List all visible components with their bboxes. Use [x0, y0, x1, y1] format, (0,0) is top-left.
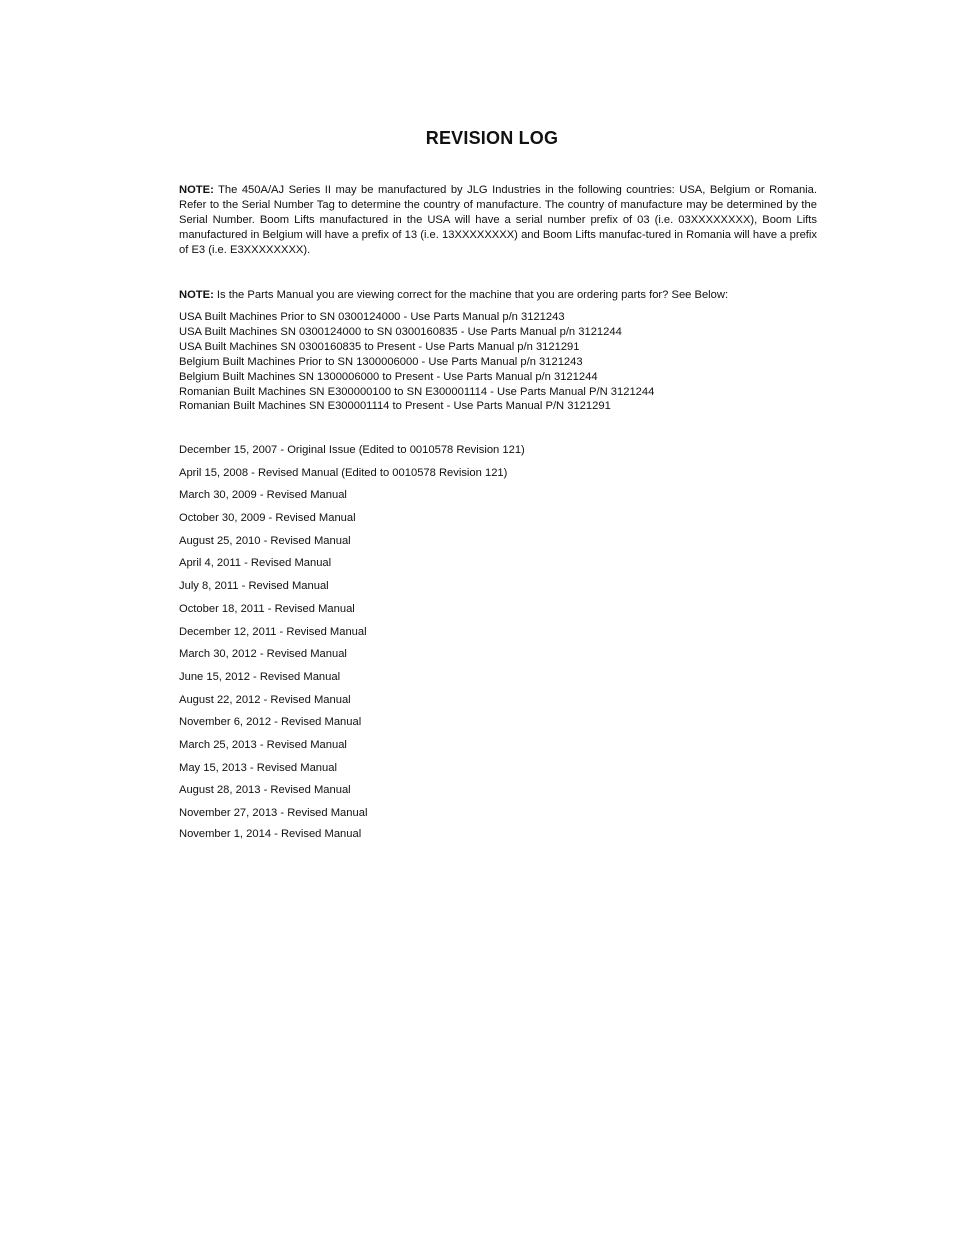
revision-entry: March 30, 2012 - Revised Manual: [179, 648, 347, 661]
serial-number-item: USA Built Machines Prior to SN 0300124000 - Use Parts Manual p/n 3121243: [179, 311, 565, 323]
revision-entry: March 25, 2013 - Revised Manual: [179, 738, 347, 751]
parts-manual-note: [179, 288, 819, 303]
serial-number-list: [179, 310, 654, 414]
revision-entry: December 15, 2007 - Original Issue (Edited to 0010578 Revision 121): [179, 444, 525, 456]
revision-entry: May 15, 2013 - Revised Manual: [179, 761, 337, 774]
serial-number-item: Romanian Built Machines SN E300001114 to Present - Use Parts Manual P/N 3121291: [179, 400, 611, 413]
serial-number-item: Belgium Built Machines SN 1300006000 to Present - Use Parts Manual p/n 3121244: [179, 370, 598, 383]
revision-entry: October 30, 2009 - Revised Manual: [179, 512, 356, 525]
revision-entry: December 12, 2011 - Revised Manual: [179, 625, 367, 638]
note-label: NOTE:: [179, 289, 214, 301]
revision-entry: November 1, 2014 - Revised Manual: [179, 827, 362, 840]
revision-entry: July 8, 2011 - Revised Manual: [179, 580, 329, 593]
manufacture-note: [179, 183, 817, 258]
revision-entry: August 28, 2013 - Revised Manual: [179, 784, 351, 797]
serial-number-item: Romanian Built Machines SN E300000100 to SN E300001114 - Use Parts Manual P/N 3121244: [179, 385, 655, 398]
revision-entry: April 4, 2011 - Revised Manual: [179, 557, 332, 570]
revision-entry: April 15, 2008 - Revised Manual (Edited to 0010578 Revision 121): [179, 466, 508, 479]
note-label: NOTE:: [179, 184, 214, 196]
revision-entry: June 15, 2012 - Revised Manual: [179, 670, 341, 683]
revision-entry: October 18, 2011 - Revised Manual: [179, 602, 355, 615]
revision-entry: November 27, 2013 - Revised Manual: [179, 807, 368, 819]
revision-entry: November 6, 2012 - Revised Manual: [179, 716, 362, 729]
page-title: REVISION LOG: [425, 128, 559, 148]
revision-list: [179, 443, 525, 842]
note-text: Is the Parts Manual you are viewing correct for the machine that you are ordering parts for? See Below:: [216, 289, 729, 301]
serial-number-item: USA Built Machines SN 0300124000 to SN 0300160835 - Use Parts Manual p/n 3121244: [179, 325, 622, 338]
note-text: The 450A/AJ Series II may be manufactured by JLG Industries in the following countries: USA, Belgium or Romania. Refer to the Serial Number Tag to determine the country of manufacture. The country of manufacture may be determined by the Serial Number. Boom Lifts manufactured in the USA will have a serial number prefix of 03 (i.e. 03XXXXXXXX), Boom Lifts manufactured in Belgium will have a prefix of 13 (i.e. 13XXXXXXXX) and Boom Lifts manufac-tured in Romania will have a prefix of E3 (i.e. E3XXXXXXXX).: [179, 184, 817, 256]
revision-entry: March 30, 2009 - Revised Manual: [179, 489, 347, 502]
serial-number-item: USA Built Machines SN 0300160835 to Present - Use Parts Manual p/n 3121291: [179, 340, 580, 353]
revision-entry: August 22, 2012 - Revised Manual: [179, 693, 351, 706]
serial-number-item: Belgium Built Machines Prior to SN 1300006000 - Use Parts Manual p/n 3121243: [179, 355, 583, 368]
revision-entry: August 25, 2010 - Revised Manual: [179, 534, 351, 547]
